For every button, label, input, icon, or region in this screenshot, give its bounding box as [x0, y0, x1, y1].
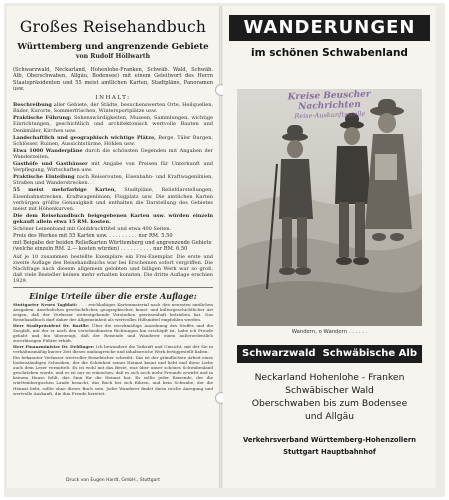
contents-item	[13, 187, 213, 211]
contents-item-head: 55 meist mehrfarbige Karten,	[13, 187, 117, 194]
contents-item	[13, 148, 213, 160]
regions-line-1: Neckarland Hohenlohe - Franken	[254, 372, 405, 383]
review-quote	[13, 323, 213, 344]
printer-imprint: Druck von Eugen Hardt, GmbH., Stuttgart	[66, 478, 160, 483]
contents-item-text: nach Reiserouten, Eisenbahn- und Kraftwagenlinien, Straßen und Wanderstrecken.	[13, 174, 213, 187]
publisher-address: Stuttgart Hauptbahnhof	[283, 448, 376, 456]
opinions-heading: Einige Urteile über die erste Auflage:	[29, 291, 197, 302]
price-relief-line: mit Beigabe der beiden Reliefkarten Württemberg und angrenzende Gebiete (welche einzeln RM. 2.— kosten würden) . . . . . . . . . . nur RM. 6.50	[13, 240, 212, 253]
cover-photo	[237, 89, 422, 326]
review-text: Über die zweckmäßige Anordnung des Stoffes und die Sorgfalt, mit der er nach den verschiedensten Richtungen hin erschöpft ist, habe ich Freude gehabt und bin überzeugt, daß der Reisende und Wanderer einen außerordentlich zuverlässigen Führer erhält.	[13, 322, 213, 344]
contents-item-text: Sehenswürdigkeiten, Museen, Sammlungen, wichtige Einrichtungen, geschichtlich und architektonisch wertvolle Bauten und Denkmäler, Kirchen usw.	[13, 115, 214, 134]
left-page	[7, 6, 219, 488]
review-text: . . . reichhaltiges Kartenmaterial nach den neuesten amtlichen Ausgaben. Ansehnliches geschichtlicher, geographischer, kunst- und kulturgeschichtlicher Art zeigen, daß der Verfasser weitestgehende Vorstudien gewissenhaft betrieben hat. Das Reisehandbuch darf daher der Allgemeinheit als wertvolles Hilfsmittel empfohlen werden.	[13, 301, 214, 323]
region-schwaebische-alb: Schwäbische Alb	[322, 348, 417, 359]
contents-item-text: aller Gebiete, der Städte, besuchenswerten Orte, Heilquellen, Bäder, Kurorte, Sommerfrischen, Wintersportplätze usw.	[13, 102, 214, 115]
cover-header: WANDERUNGEN	[229, 15, 430, 41]
review-quote	[13, 344, 213, 354]
contents-item-head: Etwa 1000 Wanderpläne	[13, 147, 83, 154]
contents-item	[13, 174, 213, 186]
book-intro: (Schwarzwald, Neckarland, Hohenlohe-Franken, Schwäb. Wald, Schwäb. Alb, Oberschwaben, Allgäu, Bodensee) mit einem Geleitwort des Herrn Staatspräsidenten und 55 meist amtlichen Karten, Stadtpläne, Panoramen usw.	[13, 67, 213, 92]
book-author: von Rudolf Höllwarth	[75, 53, 151, 60]
stamp-line-2: Reise-Auskunftsstelle	[294, 109, 366, 121]
contents-item-text: Stadtpläne, Reliefdarstellungen, Eisenbahnstrecken, Kraftwagenlinien, Flugplatz usw. Die amtlichen Karten verbürgen größte Genauigkeit und enthalten die Darstellung des Gebietes meist mit Höhenkurven.	[13, 187, 213, 212]
review-quote	[13, 355, 213, 396]
region-schwarzwald: Schwarzwald	[242, 348, 316, 359]
maps-value-note	[13, 213, 213, 225]
regions-line-4: und Allgäu	[304, 411, 355, 422]
contents-heading: INHALT:	[95, 95, 131, 102]
maps-value-note-text: Die dem Reisehandbuch beigegebenen Karten usw. würden einzeln gekauft allein etwa 15 RM. kosten.	[13, 212, 213, 225]
contents-item-text: mit Angabe von Preisen für Unterkunft und Verpflegung, Wirtschaften usw.	[13, 161, 213, 174]
center-fold	[219, 6, 222, 488]
regions-banner	[237, 345, 422, 363]
edition-note: Auf je 10 zusammen bestellte Exemplare ein Frei-Exemplar. Die erste und zweite Auflage des Reisehandbuchs war bei Erscheinen sofort vergriffen. Die Nachfrage nach diesem allgemein gelobten und billigen Werk war so groß, daß viele Besteller keinen mehr erhalten konnten. Die dritte Auflage erschien 1929.	[13, 253, 213, 285]
review-quote	[13, 302, 213, 323]
contents-item-text: Berge, Täler Burgen, Schlösser, Ruinen, Aussichtstürme, Höhlen usw.	[13, 134, 213, 147]
publisher-name: Verkehrsverband Württemberg-Hohenzollern	[242, 436, 417, 444]
review-text: Ein bekannter Verfasser wertvoller Reisebücher schreibt: Das ist der gründlichste Arbeit eines bodenständigen Schwaben, der die Schönheit seiner Heimat kennt und liebt und diese Liebe auch dem Leser vermittelt. Es ist wohl mit das Beste, was über unser schönes Schwabenland geschrieben wurde, und es ist nur zu wünschen, daß es sich noch mehr Freunde erwirbt und in keinem Hause fehlt, das Sinn für die Heimat hat. Es sollte jeder Reisende, der die württembergischen Lande besucht, das Buch bei sich führen, und kein Schwabe, der die Heimat liebt, sollte ohne dieses Buch sein. Jeder Wanderer findet darin reiche Anregung und wertvolle Auskunft, die ihm Freude bereitet.	[13, 354, 213, 396]
hikers-illustration	[237, 89, 422, 326]
photo-caption: Wandern, o Wandern . . . . . .	[291, 329, 368, 335]
contents-item-head: Gasthöfe und Gasthäuser	[13, 161, 88, 168]
contents-item	[13, 102, 213, 114]
contents-item	[13, 135, 213, 147]
regions-line-2: Schwäbischer Wald	[285, 385, 374, 396]
contents-item-head: Praktische Führung:	[13, 115, 72, 122]
binding-note: Schöner Leinenband mit Golddruckttitel und etwa 400 Seiten.	[13, 225, 172, 232]
book-subtitle: Württemberg und angrenzende Gebiete	[17, 42, 209, 52]
rubber-stamp	[267, 89, 393, 121]
review-text: Ich bewundere die Tatkraft und Umsicht, mit der Sie in verhältnismäßig kurzer Zeit dieses umfangreiche und inhaltsreiche Werk fertiggestellt haben.	[13, 343, 213, 355]
book-title: Großes Reisehandbuch	[19, 18, 207, 36]
review-source: Stuttgarter Neues Tagblatt:	[13, 301, 78, 307]
right-page	[223, 6, 436, 488]
cover-subheader: im schönen Schwabenland	[251, 47, 408, 59]
stamp-line-1: Kreise Beuscher Nachrichten	[287, 89, 371, 113]
review-source: Herr Finanzminister Dr. Dehlinger:	[13, 343, 95, 349]
contents-item	[13, 115, 213, 133]
price-line: Preis des Werkes mit 55 Karten usw. . . . . . . . . . nur RM. 5.50	[13, 233, 173, 240]
contents-item-head: Beschreibung	[13, 102, 52, 109]
review-source: Herr Stadtpräsident Dr. Bazille:	[13, 322, 90, 328]
contents-item	[13, 161, 213, 173]
contents-item-head: Landschaftlich und geographisch wichtige Plätze,	[13, 134, 156, 141]
regions-line-3: Oberschwaben bis zum Bodensee	[251, 398, 408, 409]
divider	[13, 287, 213, 288]
contents-item-text: durch die schönsten Gegenden mit Angaben der Wanderzeiten.	[13, 147, 214, 160]
contents-item-head: Praktische Einteilung	[13, 174, 75, 181]
